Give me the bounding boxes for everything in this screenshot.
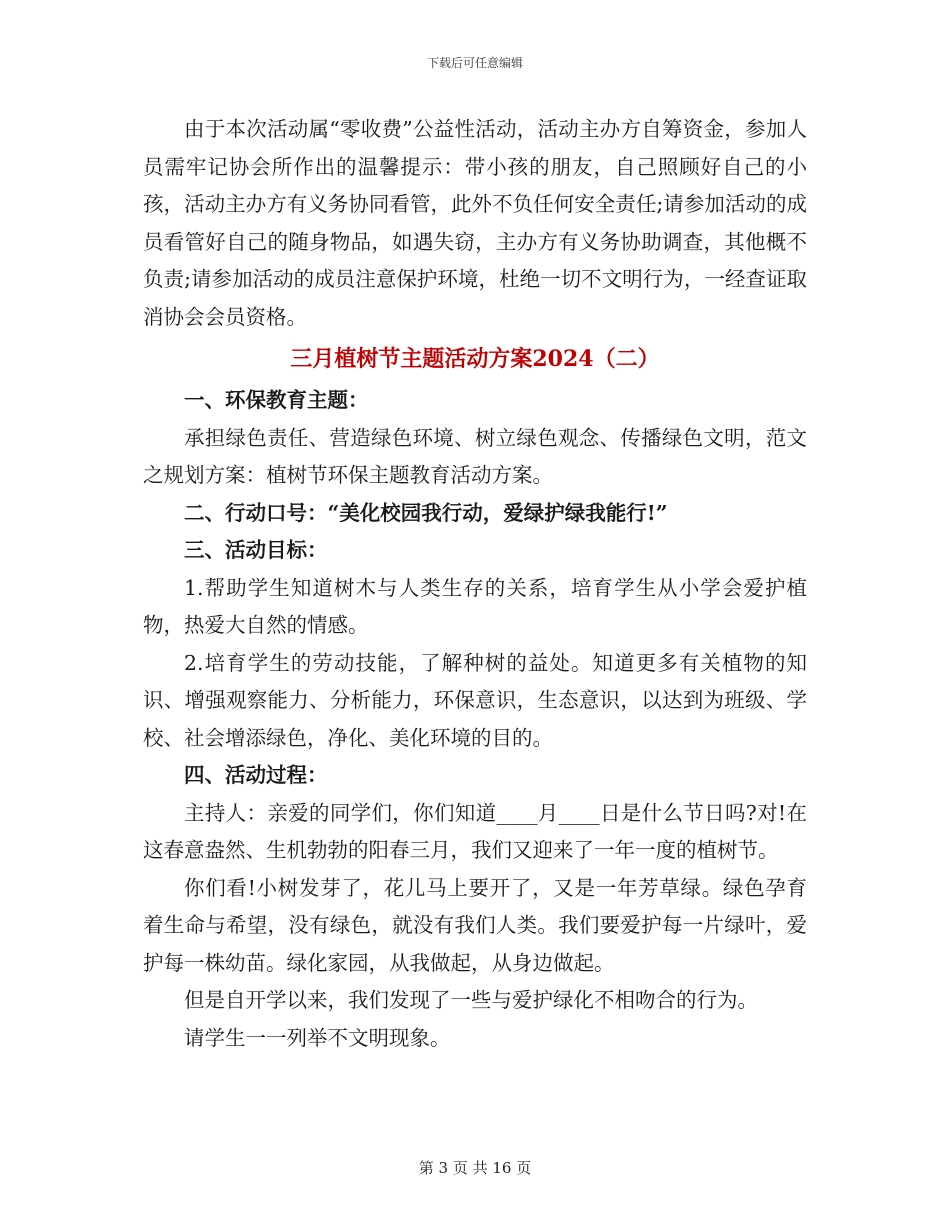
page-number: 第 3 页 共 16 页: [418, 1159, 532, 1177]
heading-slogan: 二、行动口号：“美化校园我行动，爱绿护绿我能行!”: [184, 500, 668, 525]
paragraph-theme: 承担绿色责任、营造绿色环境、树立绿色观念、传播绿色文明，范文之规划方案：植树节环保主题教育活动方案。: [143, 425, 807, 487]
page-header-note: 下载后可任意编辑: [426, 56, 523, 70]
paragraph-host-intro: 主持人：亲爱的同学们，你们知道____月____日是什么节日吗?对!在这春意盎然、生机勃勃的阳春三月，我们又迎来了一年一度的植树节。: [143, 800, 807, 862]
paragraph-green-life: 你们看!小树发芽了，花儿马上要开了，又是一年芳草绿。绿色孕育着生命与希望，没有绿色，就没有我们人类。我们要爱护每一片绿叶，爱护每一株幼苗。绿化家园，从我做起，从身边做起。: [143, 875, 807, 975]
heading-process: 四、活动过程：: [184, 763, 328, 787]
heading-goals: 三、活动目标：: [184, 538, 328, 562]
paragraph-behavior: 但是自开学以来，我们发现了一些与爱护绿化不相吻合的行为。: [184, 988, 758, 1012]
paragraph-list-examples: 请学生一一列举不文明现象。: [184, 1025, 451, 1050]
paragraph-activity-notice: 由于本次活动属“零收费”公益性活动，活动主办方自筹资金，参加人员需牢记协会所作出的温馨提示：带小孩的朋友，自己照顾好自己的小孩，活动主办方有义务协同看管，此外不负任何安全责任;请参加活动的成员看管好自己的随身物品，如遇失窃，主办方有义务协助调查，其他概不负责;请参加活动的成员注意保护环境，杜绝一切不文明行为，一经查证取消协会会员资格。: [143, 117, 807, 329]
paragraph-goal-1: 1.帮助学生知道树木与人类生存的关系，培育学生从小学会爱护植物，热爱大自然的情感。: [143, 575, 807, 637]
heading-theme: 一、环保教育主题：: [184, 388, 369, 412]
paragraph-goal-2: 2.培育学生的劳动技能，了解种树的益处。知道更多有关植物的知识、增强观察能力、分析能力，环保意识，生态意识，以达到为班级、学校、社会增添绿色，净化、美化环境的目的。: [143, 650, 807, 750]
document-body: [143, 111, 807, 1057]
section-title: 三月植树节主题活动方案2024（二）: [290, 346, 660, 372]
